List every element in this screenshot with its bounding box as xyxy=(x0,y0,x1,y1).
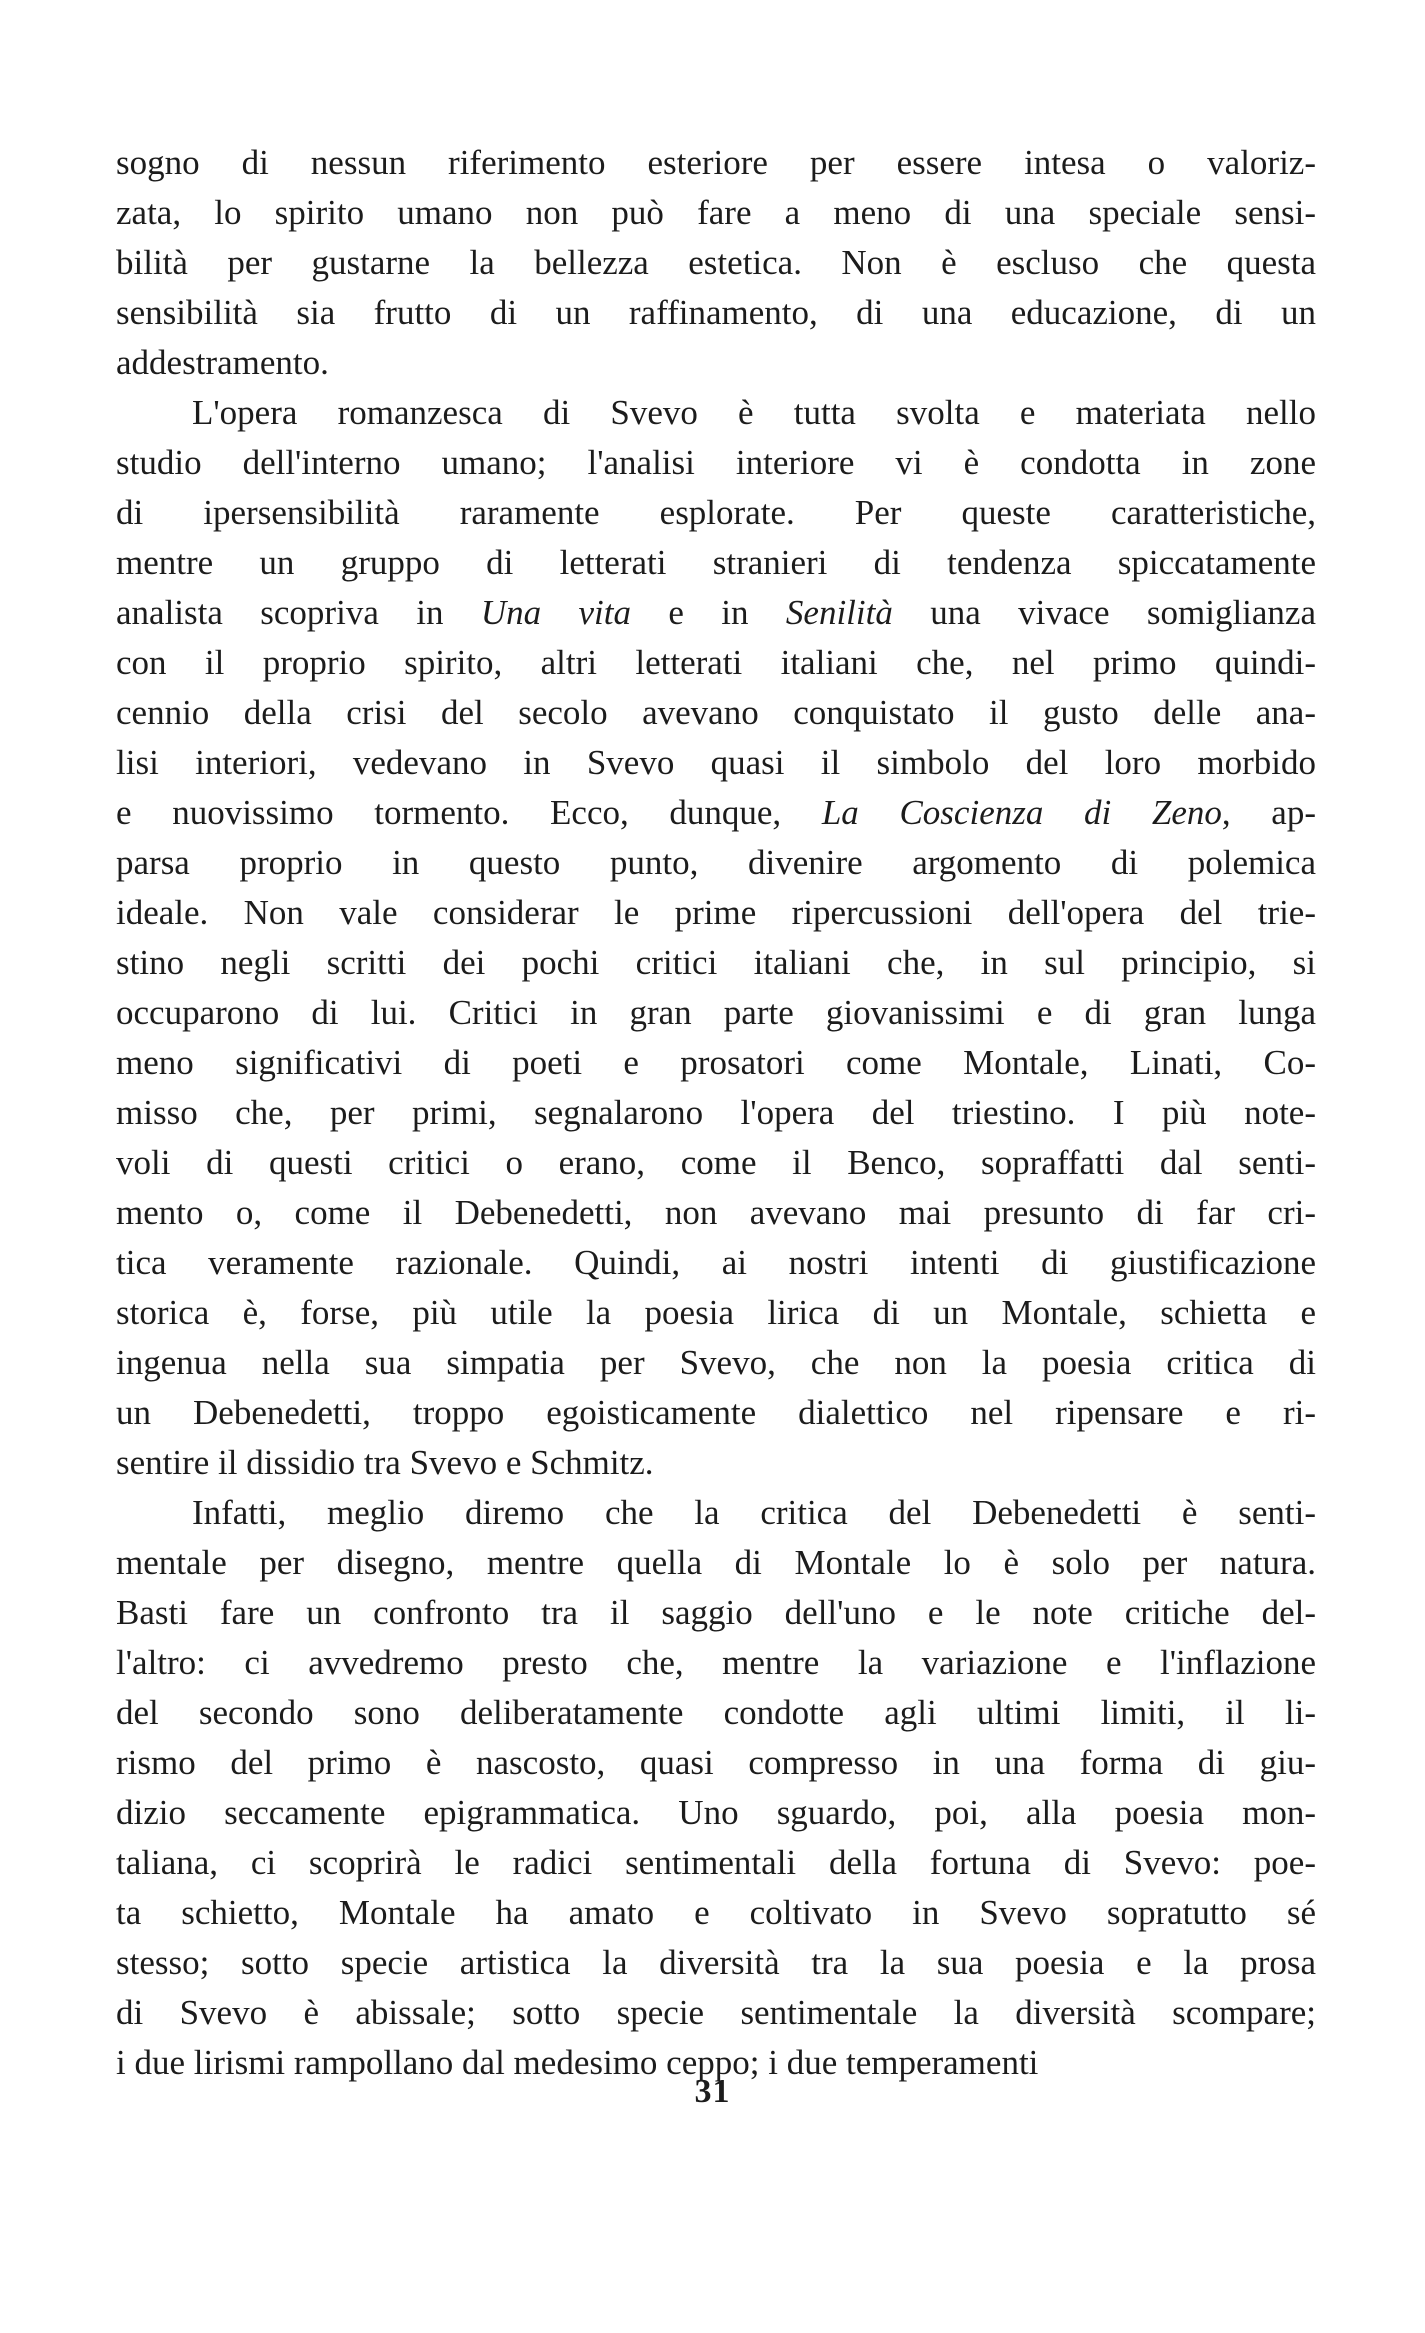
text-line: taliana, ci scoprirà le radici sentimentali della fortuna di Svevo: poe- xyxy=(116,1843,1316,1882)
text-line: sensibilità sia frutto di un raffinamento, di una educazione, di un xyxy=(116,293,1316,332)
text-line: studio dell'interno umano; l'analisi interiore vi è condotta in zone xyxy=(116,443,1316,482)
text-line: L'opera romanzesca di Svevo è tutta svolta e materiata nello xyxy=(192,393,1316,432)
text-line: bilità per gustarne la bellezza estetica. Non è escluso che questa xyxy=(116,243,1316,282)
paragraph xyxy=(116,138,1316,388)
paragraph xyxy=(116,388,1316,1488)
text-line: dizio seccamente epigrammatica. Uno sguardo, poi, alla poesia mon- xyxy=(116,1793,1316,1832)
text-line: i due lirismi rampollano dal medesimo ceppo; i due temperamenti xyxy=(116,2043,1039,2082)
text-line: ta schietto, Montale ha amato e coltivato in Svevo sopratutto sé xyxy=(116,1893,1316,1932)
text-line: di Svevo è abissale; sotto specie sentimentale la diversità scompare; xyxy=(116,1993,1316,2032)
body-text xyxy=(116,138,1316,2088)
text-line: con il proprio spirito, altri letterati italiani che, nel primo quindi- xyxy=(116,643,1316,682)
italic-title: Senilità xyxy=(785,593,893,632)
text-line: sogno di nessun riferimento esteriore per essere intesa o valoriz- xyxy=(116,143,1316,182)
text-line: stino negli scritti dei pochi critici italiani che, in sul principio, si xyxy=(116,943,1316,982)
text-line: misso che, per primi, segnalarono l'opera del triestino. I più note- xyxy=(116,1093,1316,1132)
text-line: occuparono di lui. Critici in gran parte giovanissimi e di gran lunga xyxy=(116,993,1316,1032)
text-line: e nuovissimo tormento. Ecco, dunque, La Coscienza di Zeno, ap- xyxy=(116,793,1316,832)
text-line: l'altro: ci avvedremo presto che, mentre la variazione e l'inflazione xyxy=(116,1643,1316,1682)
text-line: di ipersensibilità raramente esplorate. Per queste caratteristiche, xyxy=(116,493,1316,532)
paragraph xyxy=(116,1488,1316,2088)
text-line: addestramento. xyxy=(116,343,329,382)
text-line: Basti fare un confronto tra il saggio dell'uno e le note critiche del- xyxy=(116,1593,1316,1632)
text-line: Infatti, meglio diremo che la critica del Debenedetti è senti- xyxy=(192,1493,1316,1532)
text-line: stesso; sotto specie artistica la diversità tra la sua poesia e la prosa xyxy=(116,1943,1316,1982)
text-line: tica veramente razionale. Quindi, ai nostri intenti di giustificazione xyxy=(116,1243,1316,1282)
text-line: analista scopriva in Una vita e in Senilità una vivace somiglianza xyxy=(116,593,1316,632)
text-line: meno significativi di poeti e prosatori come Montale, Linati, Co- xyxy=(116,1043,1316,1082)
text-line: un Debenedetti, troppo egoisticamente dialettico nel ripensare e ri- xyxy=(116,1393,1316,1432)
text-line: lisi interiori, vedevano in Svevo quasi il simbolo del loro morbido xyxy=(116,743,1316,782)
text-line: sentire il dissidio tra Svevo e Schmitz. xyxy=(116,1443,654,1482)
text-line: storica è, forse, più utile la poesia lirica di un Montale, schietta e xyxy=(116,1293,1316,1332)
text-line: mento o, come il Debenedetti, non avevano mai presunto di far cri- xyxy=(116,1193,1316,1232)
text-line: del secondo sono deliberatamente condotte agli ultimi limiti, il li- xyxy=(116,1693,1316,1732)
text-line: cennio della crisi del secolo avevano conquistato il gusto delle ana- xyxy=(116,693,1316,732)
text-line: mentre un gruppo di letterati stranieri di tendenza spiccatamente xyxy=(116,543,1316,582)
text-line: ideale. Non vale considerar le prime ripercussioni dell'opera del trie- xyxy=(116,893,1316,932)
italic-title: Una vita xyxy=(480,593,631,632)
text-line: mentale per disegno, mentre quella di Montale lo è solo per natura. xyxy=(116,1543,1316,1582)
page-number: 31 xyxy=(694,2073,731,2110)
text-line: rismo del primo è nascosto, quasi compresso in una forma di giu- xyxy=(116,1743,1316,1782)
text-line: ingenua nella sua simpatia per Svevo, che non la poesia critica di xyxy=(116,1343,1316,1382)
italic-title: La Coscienza di Zeno xyxy=(821,793,1222,832)
text-line: parsa proprio in questo punto, divenire argomento di polemica xyxy=(116,843,1316,882)
text-line: zata, lo spirito umano non può fare a meno di una speciale sensi- xyxy=(116,193,1316,232)
text-line: voli di questi critici o erano, come il Benco, sopraffatti dal senti- xyxy=(116,1143,1316,1182)
